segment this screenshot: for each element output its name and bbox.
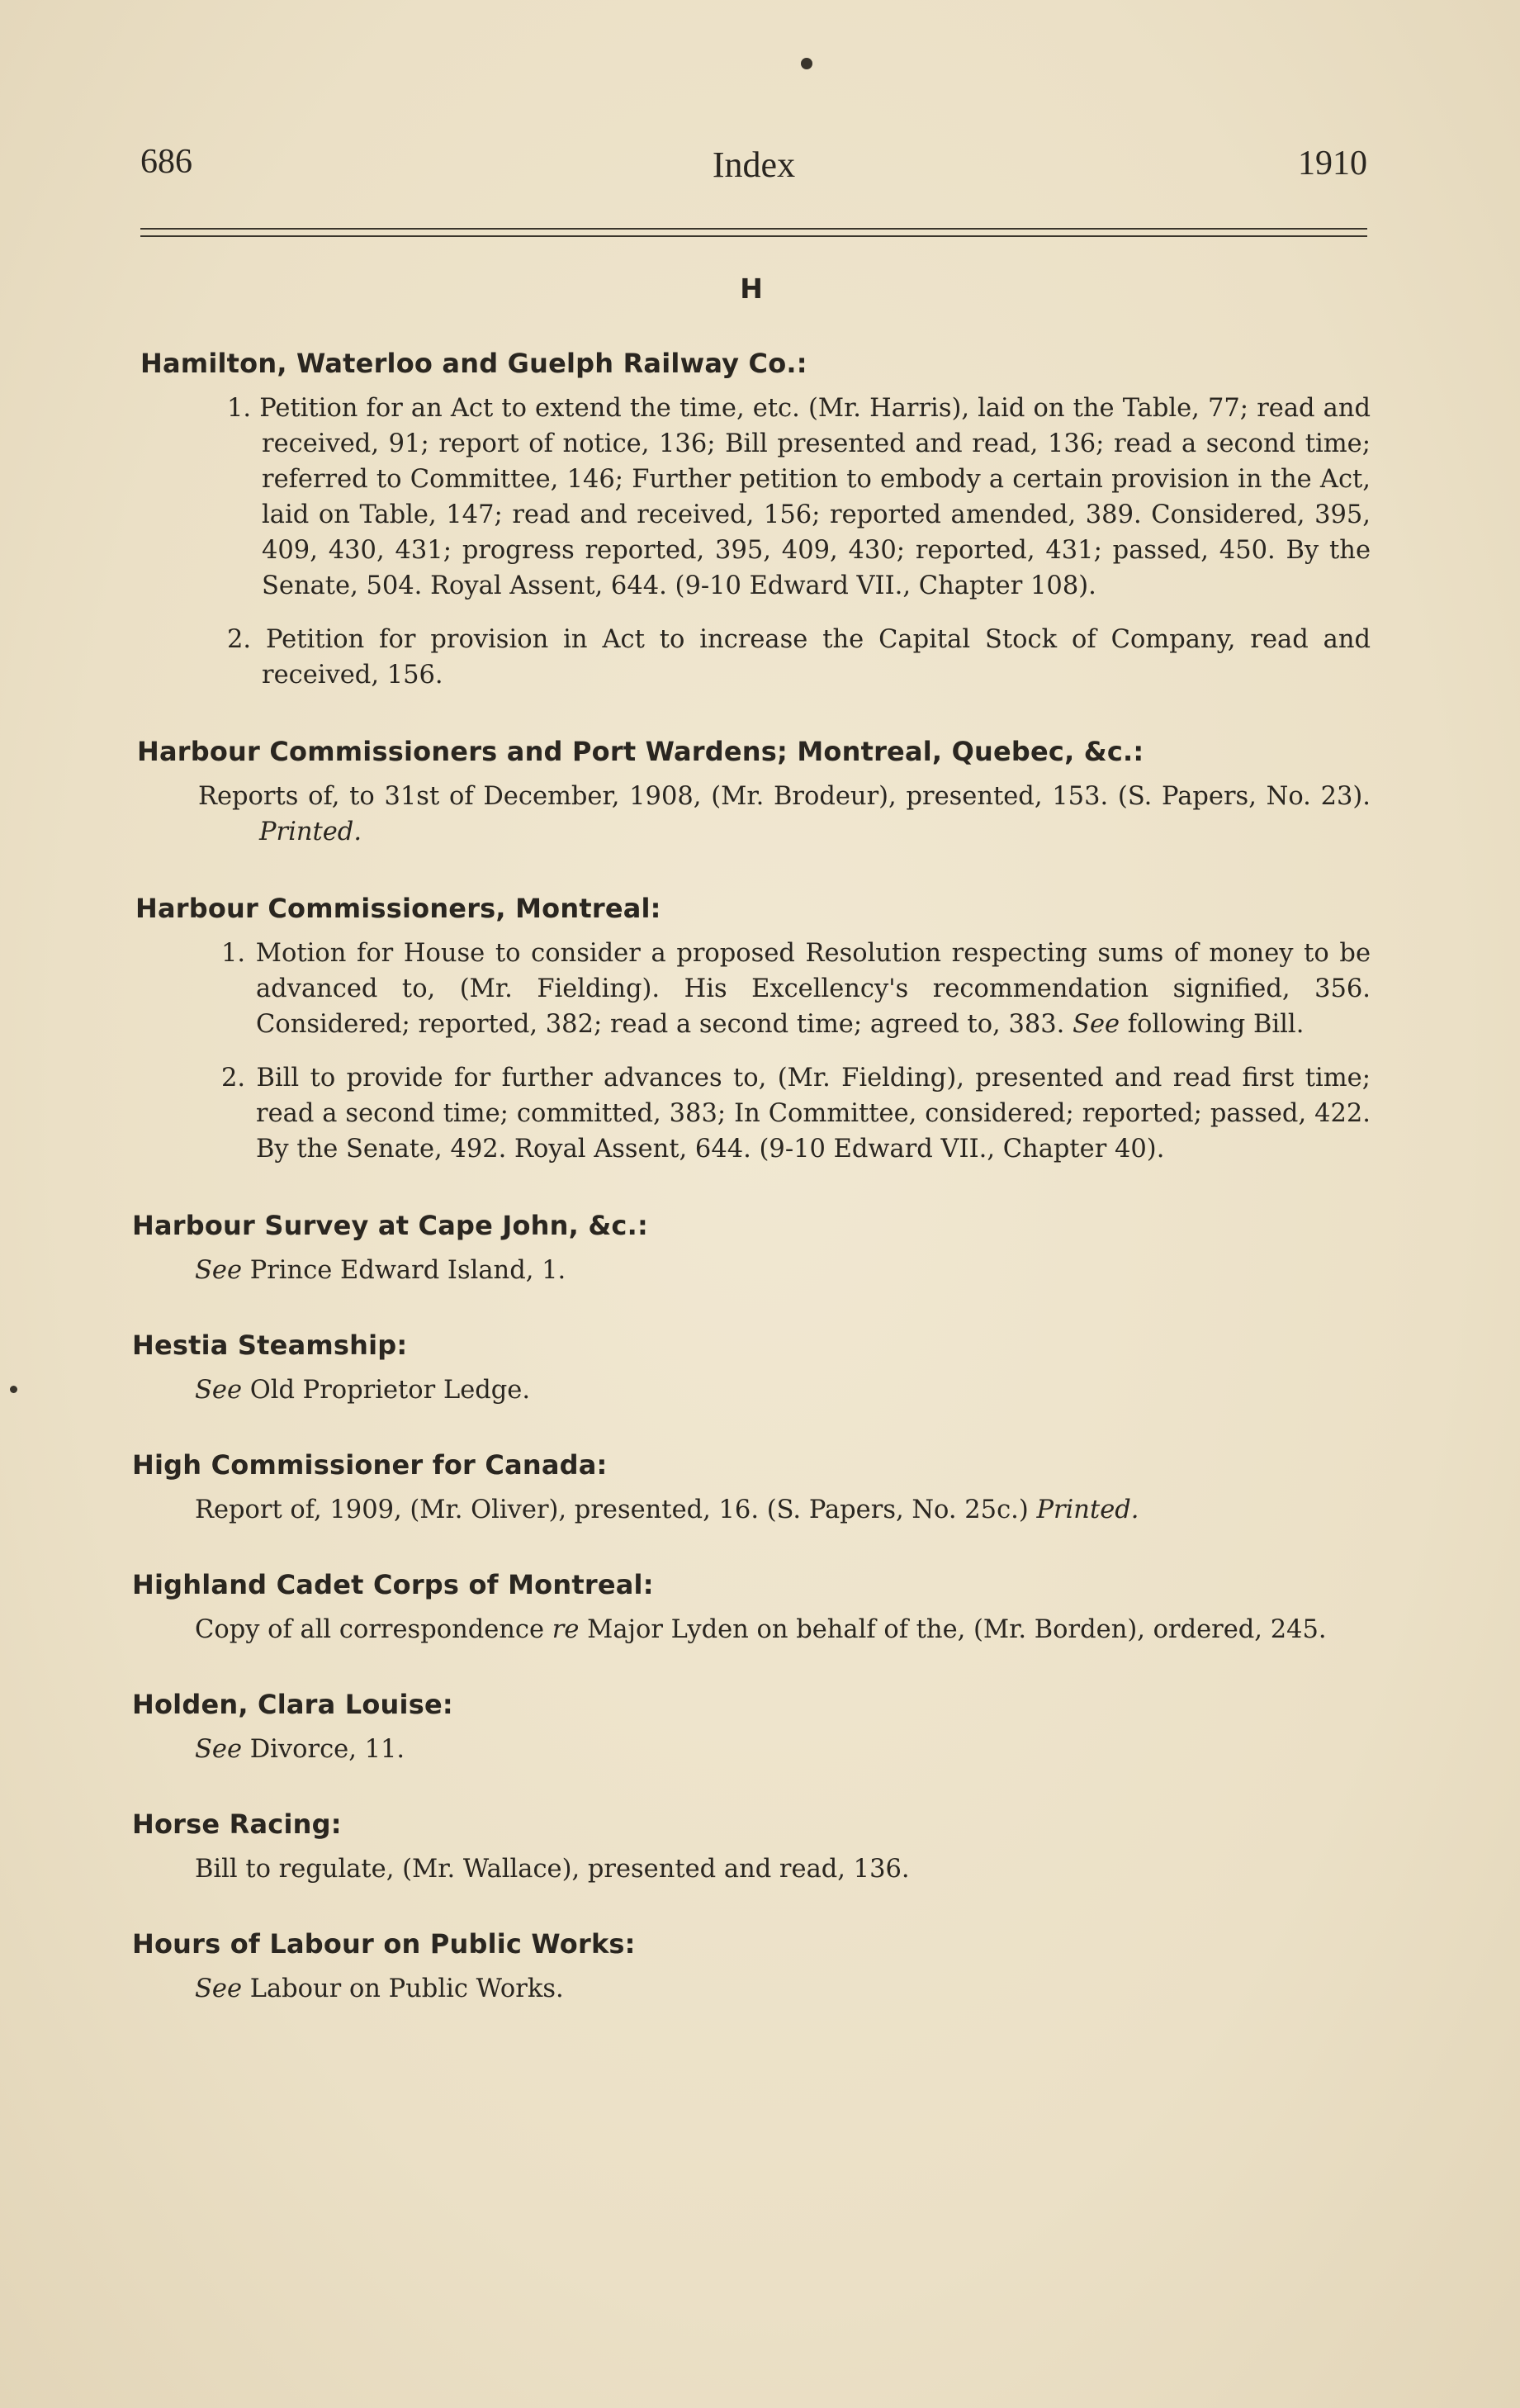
entry-item: See Old Proprietor Ledge. bbox=[195, 1376, 531, 1405]
entry-item: 1. Petition for an Act to extend the time, etc. (Mr. Harris), laid on the Table, 77; read and received, 91; report of notice, 136; Bill presented and read, 136; read a second time; referred to Committee, 146; Further petition to embody a certain provision in the Act, laid on Table, 147; read and received, 156; reported amended, 389. Considered, 395, 409, 430, 431; progress reported, 395, 409, 430; reported, 431; passed, 450. By the Senate, 504. Royal Assent, 644. (9-10 Edward VII., Chapter 108). bbox=[227, 394, 1371, 600]
entry-heading: Hamilton, Waterloo and Guelph Railway Co.: bbox=[140, 348, 807, 379]
entry-heading: Harbour Survey at Cape John, &c.: bbox=[132, 1210, 648, 1241]
index-body bbox=[132, 273, 1371, 2045]
index-entry bbox=[132, 1689, 1371, 1767]
entry-item: See Labour on Public Works. bbox=[195, 1974, 564, 2003]
index-entry bbox=[132, 1210, 1371, 1288]
page-header bbox=[140, 142, 1367, 200]
page-title: Index bbox=[712, 145, 796, 185]
index-entry bbox=[132, 1330, 1371, 1408]
ink-dot bbox=[10, 1386, 17, 1393]
entry-item: 2. Petition for provision in Act to increase the Capital Stock of Company, read and received, 156. bbox=[227, 625, 1371, 690]
index-entry bbox=[132, 1569, 1371, 1647]
entry-heading: Harbour Commissioners, Montreal: bbox=[135, 893, 661, 924]
entry-heading: Highland Cadet Corps of Montreal: bbox=[132, 1569, 654, 1600]
entry-item: See Divorce, 11. bbox=[195, 1735, 405, 1764]
entry-heading: Horse Racing: bbox=[132, 1808, 342, 1840]
index-entry bbox=[132, 736, 1371, 850]
header-rule-top bbox=[140, 228, 1367, 230]
index-entry bbox=[132, 1928, 1371, 2007]
page-number: 686 bbox=[140, 143, 192, 181]
entry-item: Copy of all correspondence re Major Lyden on behalf of the, (Mr. Borden), ordered, 245. bbox=[195, 1615, 1327, 1644]
index-entry bbox=[132, 893, 1371, 1167]
entry-item: See Prince Edward Island, 1. bbox=[195, 1256, 566, 1285]
entry-heading: Holden, Clara Louise: bbox=[132, 1689, 453, 1720]
entry-heading: High Commissioner for Canada: bbox=[132, 1449, 608, 1481]
entry-heading: Harbour Commissioners and Port Wardens; Montreal, Quebec, &c.: bbox=[137, 736, 1144, 767]
index-entry bbox=[132, 1449, 1371, 1528]
entry-item: 2. Bill to provide for further advances to, (Mr. Fielding), presented and read first time; read a second time; committed, 383; In Committee, considered; reported; passed, 422. By the Senate, 492. Royal Assent, 644. (9-10 Edward VII., Chapter 40). bbox=[221, 1064, 1371, 1164]
ink-dot bbox=[801, 58, 812, 69]
entry-item: Bill to regulate, (Mr. Wallace), presented and read, 136. bbox=[195, 1855, 910, 1884]
entry-heading: Hours of Labour on Public Works: bbox=[132, 1928, 636, 1960]
entry-item: Report of, 1909, (Mr. Oliver), presented, 16. (S. Papers, No. 25c.) Printed. bbox=[195, 1496, 1139, 1524]
index-entry bbox=[132, 1808, 1371, 1887]
entry-item: 1. Motion for House to consider a proposed Resolution respecting sums of money to be advanced to, (Mr. Fielding). His Excellency's recommendation signified, 356. Considered; reported, 382; read a second time; agreed to, 383. See following Bill. bbox=[221, 939, 1371, 1039]
page-year: 1910 bbox=[1298, 145, 1367, 182]
header-rule-bottom bbox=[140, 235, 1367, 237]
entry-item: Reports of, to 31st of December, 1908, (Mr. Brodeur), presented, 153. (S. Papers, No. 23). Printed. bbox=[198, 782, 1371, 846]
entry-heading: Hestia Steamship: bbox=[132, 1330, 408, 1361]
index-entry bbox=[132, 348, 1371, 693]
section-letter: H bbox=[740, 273, 763, 305]
